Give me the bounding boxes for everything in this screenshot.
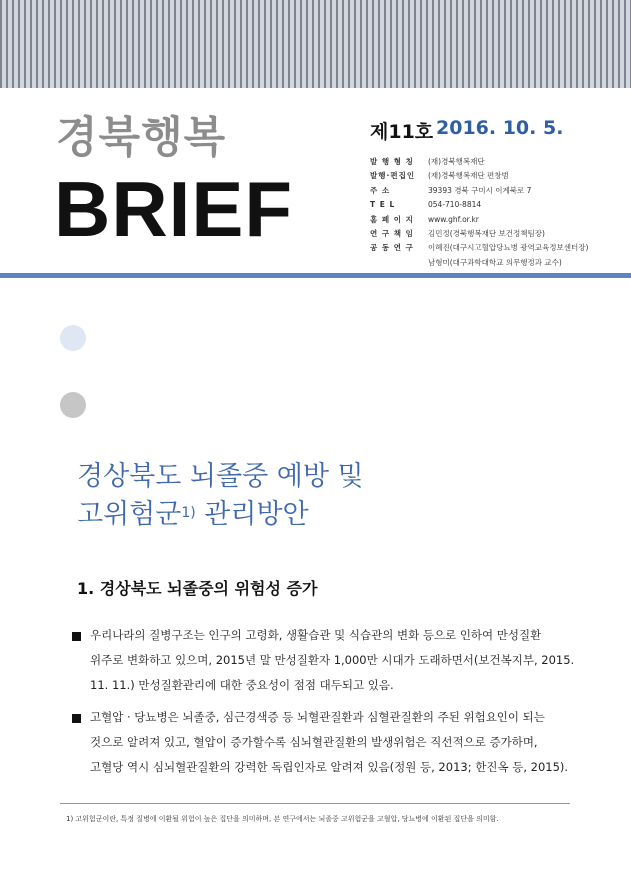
article-title-line1: 경상북도 뇌졸중 예방 및 (77, 461, 364, 492)
info-key: 발 행 형 칭 (370, 157, 414, 166)
brief-title: BRIEF (54, 165, 293, 253)
footnote-divider (60, 803, 570, 804)
info-key: 발행·편집인 (370, 171, 416, 181)
brief-title-korean: 경북행복 (56, 113, 227, 163)
info-value: www.ghf.or.kr (428, 214, 479, 224)
info-key (370, 256, 428, 270)
article-title-term: 고위험군 (77, 499, 182, 530)
decorative-circle-light (60, 325, 86, 351)
info-value: 남형미(대구과학대학교 의무행정과 교수) (428, 257, 562, 267)
info-value: 054-710-8814 (428, 200, 482, 210)
info-key: 연 구 책 임 (370, 229, 414, 239)
article-title-line2 (77, 496, 364, 534)
paragraph-line: 고혈당 역시 심뇌혈관질환의 강력한 독립인자로 알려져 있음(정원 등, 2013; 한진옥 등, 2015). (90, 760, 569, 774)
info-row (370, 169, 588, 183)
info-row (370, 241, 588, 255)
info-row (370, 184, 588, 198)
paragraph (72, 623, 592, 698)
info-value: 김민정(경북행복재단 보건정책팀장) (428, 229, 545, 239)
header-stripe-band (0, 0, 631, 88)
paragraph-line: 위주로 변화하고 있으며, 2015년 말 만성질환자 1,000만 시대가 도래하면서(보건복지부, 2015. (90, 653, 575, 667)
info-value: 39393 경북 구미시 이계북로 7 (428, 185, 532, 195)
decorative-circle-gray (60, 392, 86, 418)
section-title: 1. 경상북도 뇌졸중의 위험성 증가 (77, 579, 318, 598)
info-value: (재)경북행복재단 (428, 157, 485, 166)
footnote: 1) 고위험군이란, 특정 질병에 이환될 위험이 높은 집단을 의미하며, 본 연구에서는 뇌졸중 고위험군을 고혈압, 당뇨병에 이환된 집단을 의미함. (66, 815, 499, 823)
issue-number: 제11호 (370, 121, 434, 143)
info-row (370, 227, 588, 241)
info-key: 주 소 (370, 185, 391, 195)
issue-date: 2016. 10. 5. (436, 117, 564, 139)
info-row (370, 256, 588, 270)
paragraph-line: 11. 11.) 만성질환관리에 대한 중요성이 점점 대두되고 있음. (90, 678, 394, 692)
paragraph-line: 고혈압 · 당뇨병은 뇌졸중, 심근경색증 등 뇌혈관질환과 심혈관질환의 주된 위험요인이 되는 (90, 710, 545, 724)
info-row (370, 198, 588, 212)
footnote-ref: 1) (181, 505, 196, 521)
info-row (370, 213, 588, 227)
article-title (77, 458, 364, 534)
paragraph-line: 것으로 알려져 있고, 혈압이 증가할수록 심뇌혈관질환의 발생위험은 직선적으로 증가하며, (90, 735, 538, 749)
info-value: (재)경북행복재단 편창범 (428, 171, 509, 181)
info-key: T E L (370, 200, 396, 210)
header-divider-bar (0, 273, 631, 278)
info-value: 이혜진(대구시고혈압당뇨병 광역교육정보센터장) (428, 243, 589, 253)
info-key: 공 동 연 구 (370, 243, 414, 253)
info-key: 홈 페 이 지 (370, 214, 414, 224)
paragraph-line: 우리나라의 질병구조는 인구의 고령화, 생활습관 및 식습관의 변화 등으로 인하여 만성질환 (90, 628, 542, 642)
bullet-square-icon (72, 714, 81, 723)
article-title-rest: 관리방안 (204, 499, 309, 530)
bullet-square-icon (72, 632, 81, 641)
publication-info (370, 155, 588, 270)
paragraph (72, 705, 592, 780)
info-row (370, 155, 588, 169)
